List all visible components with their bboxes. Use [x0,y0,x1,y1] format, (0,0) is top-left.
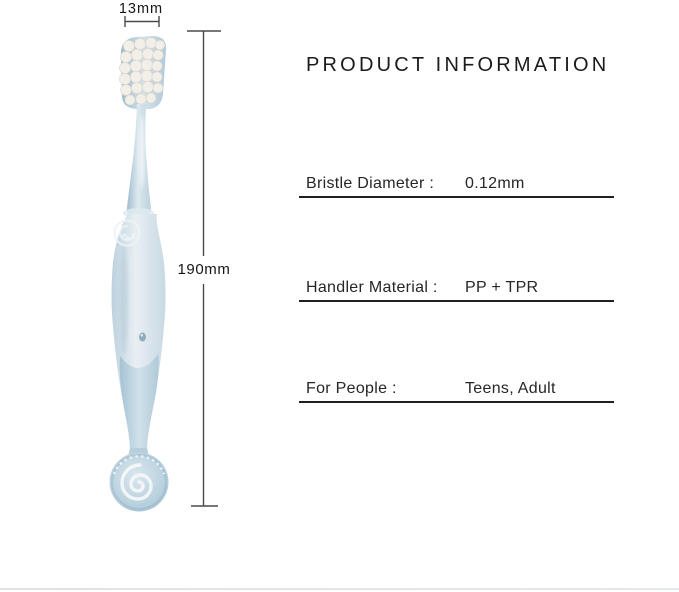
toothbrush-neck [123,104,154,218]
spec-label: Bristle Diameter : [306,175,435,192]
length-label: 190mm [177,261,231,278]
bottom-divider [0,588,679,590]
handle-lower-section [120,354,159,450]
tongue-cleaner-disc [110,448,169,512]
head-width-label: 13mm [118,1,164,17]
spec-value: PP + TPR [465,279,539,296]
handle-button-dot [139,333,146,342]
spec-row-bristle-diameter [299,168,614,198]
spec-label: Handler Material : [306,279,438,296]
width-dimension-line [125,16,159,27]
spec-value: 0.12mm [465,175,525,192]
toothbrush-head [119,36,166,109]
spec-label: For People : [306,380,397,397]
toothbrush-handle [112,214,166,450]
spec-row-for-people [299,373,614,403]
toothbrush-image [0,0,280,592]
spec-row-handler-material [299,272,614,302]
page-title: PRODUCT INFORMATION [306,54,610,76]
spec-value: Teens, Adult [465,380,556,397]
